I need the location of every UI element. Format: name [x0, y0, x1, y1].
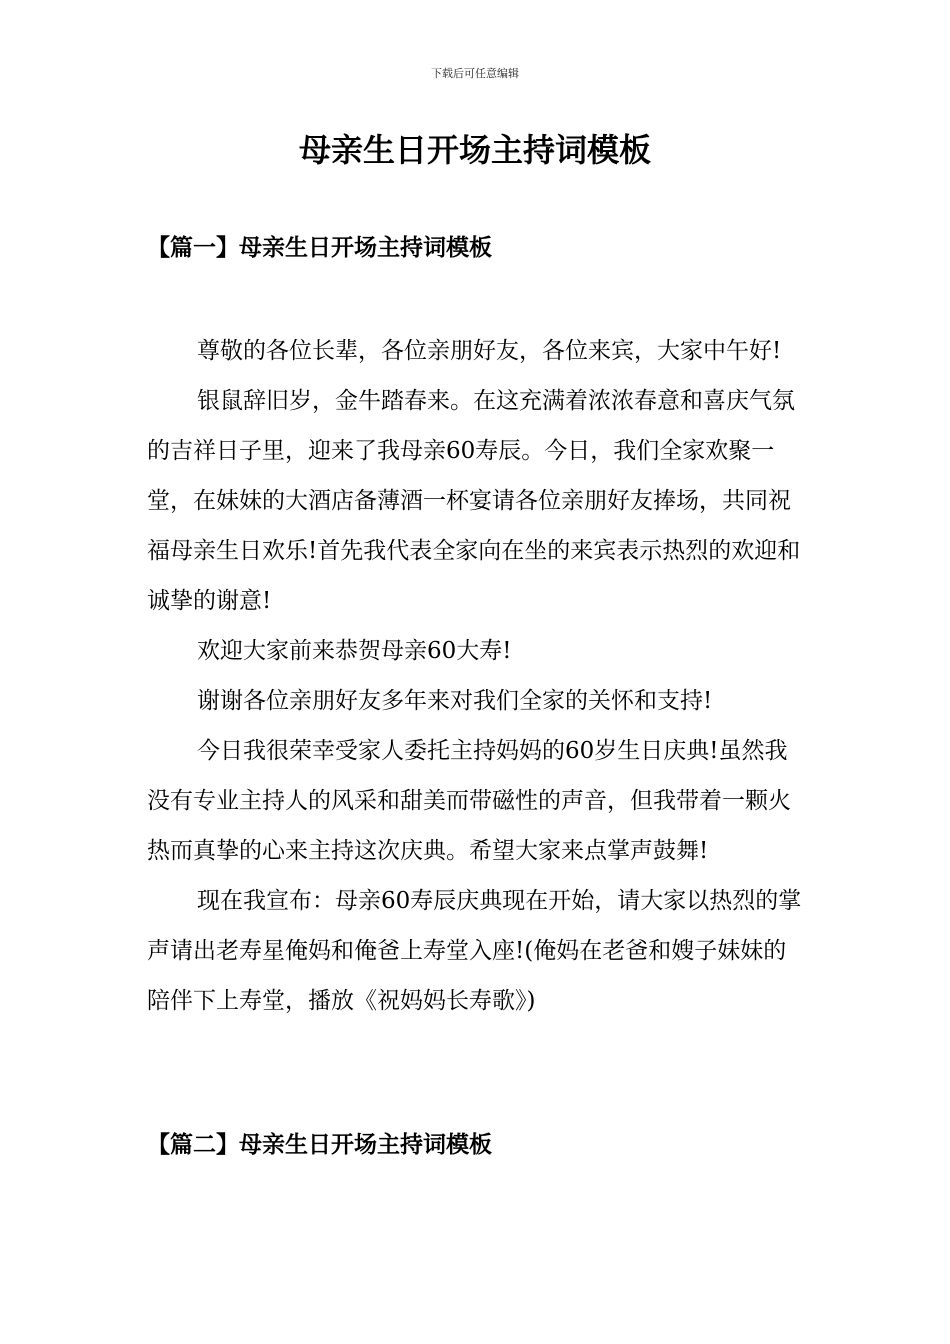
paragraph-greeting: 尊敬的各位长辈，各位亲朋好友，各位来宾，大家中午好!: [197, 338, 782, 364]
document-body: [147, 326, 807, 1026]
paragraph-announcement: 现在我宣布：母亲60寿辰庆典现在开始，请大家以热烈的掌声请出老寿星俺妈和俺爸上寿堂入座!(俺妈在老爸和嫂子妹妹的陪伴下上寿堂，播放《祝妈妈长寿歌》): [147, 888, 802, 1014]
section-heading-2: 【篇二】母亲生日开场主持词模板: [147, 1131, 492, 1158]
paragraph-host: 今日我很荣幸受家人委托主持妈妈的60岁生日庆典!虽然我没有专业主持人的风采和甜美而带磁性的声音，但我带着一颗火热而真挚的心来主持这次庆典。希望大家来点掌声鼓舞!: [147, 738, 791, 864]
section-heading-1: 【篇一】母亲生日开场主持词模板: [147, 234, 492, 261]
document-title: 母亲生日开场主持词模板: [298, 131, 651, 169]
paragraph-thanks: 谢谢各位亲朋好友多年来对我们全家的关怀和支持!: [197, 688, 713, 714]
paragraph-opening: 银鼠辞旧岁，金牛踏春来。在这充满着浓浓春意和喜庆气氛的吉祥日子里，迎来了我母亲60寿辰。今日，我们全家欢聚一堂，在妹妹的大酒店备薄酒一杯宴请各位亲朋好友捧场，共同祝福母亲生日欢乐!首先我代表全家向在坐的来宾表示热烈的欢迎和诚挚的谢意!: [147, 388, 801, 614]
paragraph-welcome: 欢迎大家前来恭贺母亲60大寿!: [197, 638, 512, 664]
header-note: 下载后可任意编辑: [431, 67, 519, 80]
